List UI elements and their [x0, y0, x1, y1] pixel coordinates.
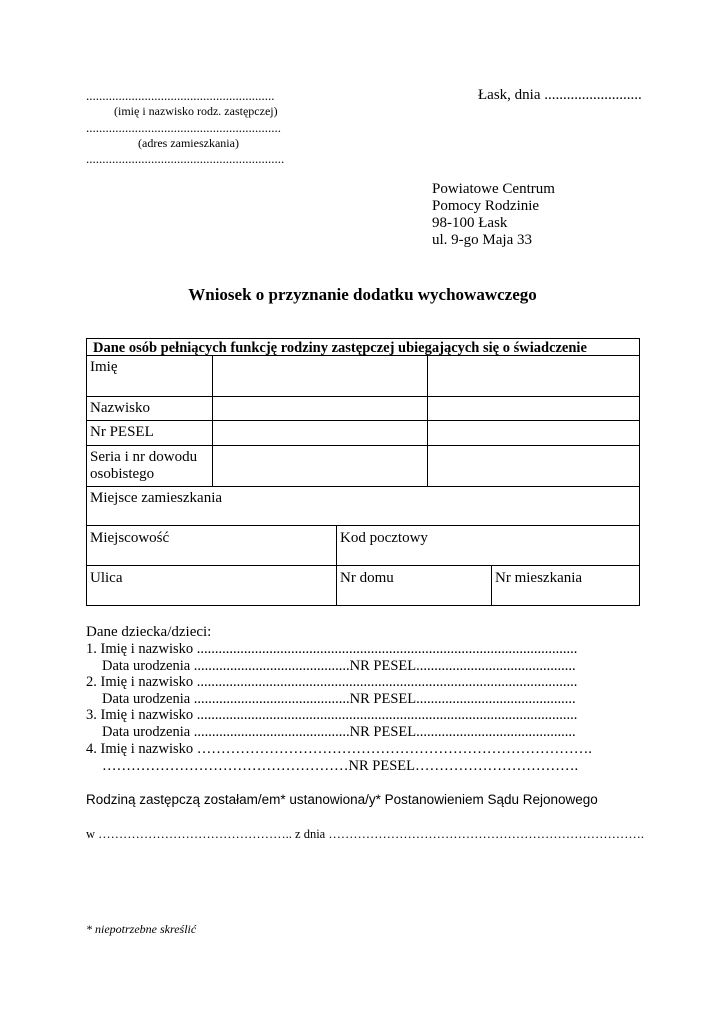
children-heading: Dane dziecka/dzieci: [86, 624, 212, 640]
name-signature-line: .......................................................... [86, 88, 275, 103]
footnote: * niepotrzebne skreślić [86, 922, 197, 936]
label-miejscowosc: Miejscowość [90, 530, 170, 546]
child-1-name: 1. Imię i nazwisko ......................................................................................................... [86, 641, 578, 657]
col-divider [336, 525, 337, 606]
child-2-name: 2. Imię i nazwisko ......................................................................................................... [86, 674, 578, 690]
col-divider [212, 355, 213, 486]
document-title: Wniosek o przyznanie dodatku wychowawczego [188, 285, 537, 304]
label-pesel: Nr PESEL [90, 424, 154, 440]
address-line-2: ............................................................. [86, 151, 285, 166]
address-line-1: ............................................................ [86, 120, 281, 135]
address-caption: (adres zamieszkania) [138, 136, 239, 150]
place-date: Łask, dnia .......................... [478, 87, 642, 103]
table-header: Dane osób pełniących funkcję rodziny zastępczej ubiegających się o świadczenie [93, 340, 587, 356]
recipient-line-3: 98-100 Łask [432, 215, 508, 231]
col-divider [491, 565, 492, 606]
label-kod: Kod pocztowy [340, 530, 428, 546]
row-divider [87, 396, 639, 397]
recipient-line-4: ul. 9-go Maja 33 [432, 232, 532, 248]
row-divider [87, 525, 639, 526]
applicant-data-table [86, 338, 640, 606]
row-divider [87, 565, 639, 566]
row-divider [87, 355, 639, 356]
court-line: w ……………………………………….. z dnia …………………………………………………………………. [86, 827, 644, 841]
row-divider [87, 486, 639, 487]
child-3-name: 3. Imię i nazwisko ......................................................................................................... [86, 707, 578, 723]
child-1-birth: Data urodzenia ...........................................NR PESEL............................................ [102, 658, 576, 674]
label-miejsce: Miejsce zamieszkania [90, 490, 223, 506]
label-nr-domu: Nr domu [340, 570, 394, 586]
statement-text: Rodziną zastępczą zostałam/em* ustanowiona/y* Postanowieniem Sądu Rejonowego [86, 792, 598, 807]
recipient-line-1: Powiatowe Centrum [432, 181, 555, 197]
label-imie: Imię [90, 359, 118, 375]
label-nazwisko: Nazwisko [90, 400, 150, 416]
child-2-birth: Data urodzenia ...........................................NR PESEL............................................ [102, 691, 576, 707]
child-4-name: 4. Imię i nazwisko ………………………………………………………………………. [86, 741, 592, 757]
child-3-birth: Data urodzenia ...........................................NR PESEL............................................ [102, 724, 576, 740]
label-nr-mieszkania: Nr mieszkania [495, 570, 583, 586]
name-caption: (imię i nazwisko rodz. zastępczej) [114, 104, 278, 118]
label-dowod-2: osobistego [90, 466, 155, 482]
row-divider [87, 445, 639, 446]
child-4-birth: ……………………………………………NR PESEL……………………………. [102, 758, 579, 774]
label-ulica: Ulica [90, 570, 123, 586]
col-divider [427, 355, 428, 486]
row-divider [87, 420, 639, 421]
label-dowod-1: Seria i nr dowodu [90, 449, 198, 465]
recipient-line-2: Pomocy Rodzinie [432, 198, 540, 214]
